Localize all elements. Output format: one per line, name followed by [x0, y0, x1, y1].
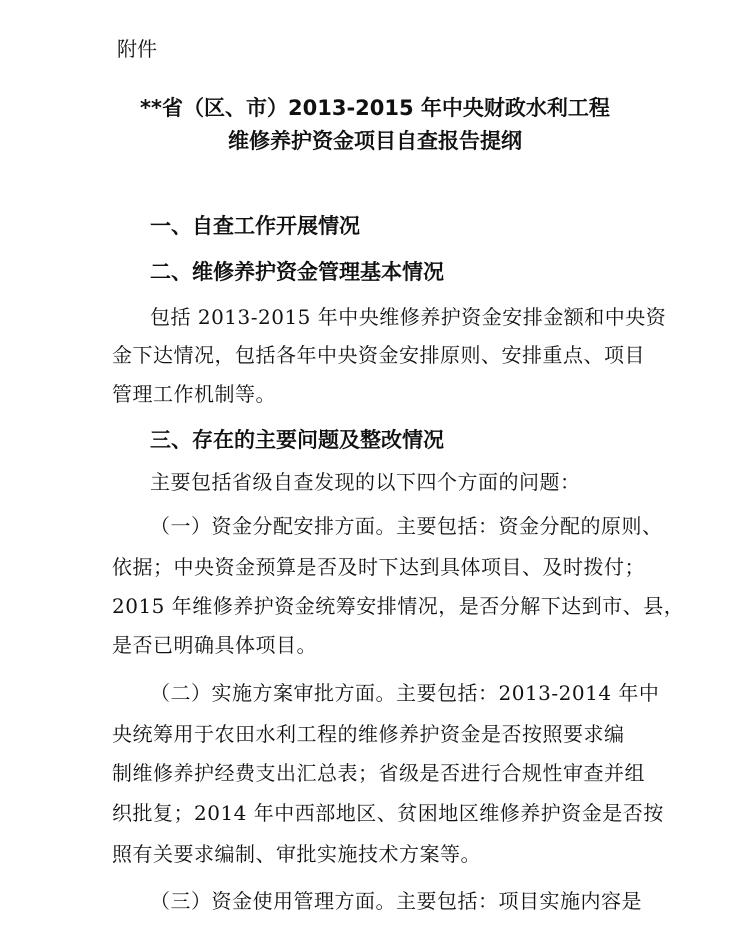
paragraph-line: 制维修养护经费支出汇总表；省级是否进行合规性审查并组 [112, 761, 645, 785]
paragraph-line: 是否已明确具体项目。 [112, 633, 317, 657]
paragraph-line: 央统筹用于农田水利工程的维修养护资金是否按照要求编 [112, 722, 625, 746]
paragraph-line: （三）资金使用管理方面。主要包括：项目实施内容是 [150, 889, 642, 913]
document-title-line-2: 维修养护资金项目自查报告提纲 [228, 129, 522, 153]
section-heading-1: 一、自查工作开展情况 [150, 214, 360, 238]
paragraph-line: 2015 年维修养护资金统筹安排情况，是否分解下达到市、县， [112, 594, 685, 618]
document-title-line-1: **省（区、市）2013-2015 年中央财政水利工程 [140, 96, 610, 120]
attachment-label: 附件 [117, 37, 157, 61]
paragraph-line: （二）实施方案审批方面。主要包括：2013-2014 年中 [150, 681, 660, 705]
paragraph-line: 管理工作机制等。 [112, 382, 276, 406]
section-heading-3: 三、存在的主要问题及整改情况 [150, 428, 444, 452]
paragraph-line: 织批复；2014 年中西部地区、贫困地区维修养护资金是否按 [112, 801, 664, 825]
paragraph-line: 金下达情况，包括各年中央资金安排原则、安排重点、项目 [112, 343, 645, 367]
paragraph-line: （一）资金分配安排方面。主要包括：资金分配的原则、 [150, 514, 663, 538]
paragraph-line: 包括 2013-2015 年中央维修养护资金安排金额和中央资 [150, 305, 667, 329]
section-heading-2: 二、维修养护资金管理基本情况 [150, 260, 444, 284]
paragraph-line: 照有关要求编制、审批实施技术方案等。 [112, 842, 481, 866]
paragraph-line: 依据；中央资金预算是否及时下达到具体项目、及时拨付； [112, 555, 645, 579]
paragraph-line: 主要包括省级自查发现的以下四个方面的问题： [150, 470, 581, 494]
